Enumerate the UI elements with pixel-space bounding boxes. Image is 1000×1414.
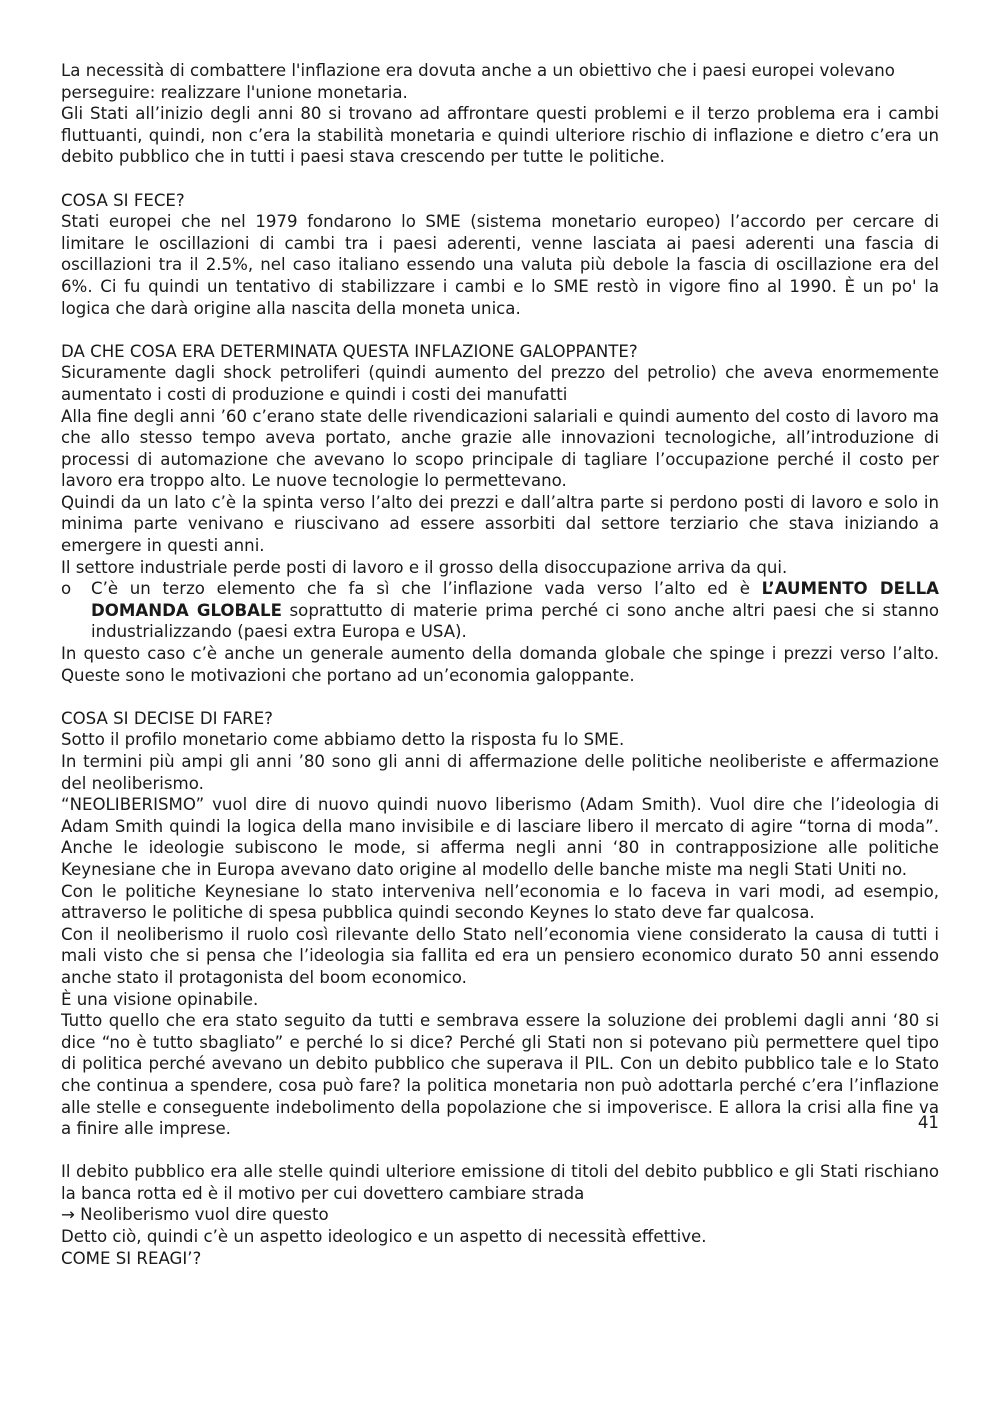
blank-line [61,319,939,341]
paragraph: Sicuramente dagli shock petroliferi (quindi aumento del prezzo del petrolio) che aveva enormemente aumentato i costi di produzione e quindi i costi dei manufatti [61,363,939,404]
paragraph: Stati europei che nel 1979 fondarono lo SME (sistema monetario europeo) l’accordo per cercare di limitare le oscillazioni di cambi tra i paesi aderenti, venne lasciata ai paesi aderenti una fascia di oscillazioni tra il 2.5%, nel caso italiano essendo una valuta più debole la fascia di oscillazione era del 6%. Ci fu quindi un tentativo di stabilizzare i cambi e lo SME restò in vigore fino al 1990. È un po' la logica che darà origine alla nascita della moneta unica. [61,212,939,318]
paragraph: Sotto il profilo monetario come abbiamo detto la risposta fu lo SME. [61,730,625,750]
paragraph: In questo caso c’è anche un generale aumento della domanda globale che spinge i prezzi verso l’alto. Queste sono le motivazioni che portano ad un’economia galoppante. [61,644,939,685]
bullet-bold-text: L’AUMENTO DELLA DOMANDA GLOBALE [91,579,939,620]
document-page [61,60,939,1269]
bullet-text: soprattutto di materie prima perché ci sono anche altri paesi che si stanno industrializzando (paesi extra Europa e USA). [91,600,939,642]
section-heading: DA CHE COSA ERA DETERMINATA QUESTA INFLAZIONE GALOPPANTE? [61,341,638,361]
paragraph: Il debito pubblico era alle stelle quindi ulteriore emissione di titoli del debito pubblico e gli Stati rischiano la banca rotta ed è il motivo per cui dovettero cambiare strada [61,1162,939,1203]
paragraph: Alla fine degli anni ’60 c’erano state delle rivendicazioni salariali e quindi aumento del costo di lavoro ma che allo stesso tempo aveva portato, anche grazie alle innovazioni tecnologiche, all’introduzione di processi di automazione che avevano lo scopo principale di tagliare l’occupazione perché il costo per lavoro era troppo alto. Le nuove tecnologie lo permettevano. [61,406,939,491]
paragraph: È una visione opinabile. [61,989,259,1009]
paragraph: Tutto quello che era stato seguito da tutti e sembrava essere la soluzione dei problemi dagli anni ‘80 si dice “no è tutto sbagliato” e perché lo si dice? Perché gli Stati non si potevano più permettere quel tipo di politica perché avevano un debito pubblico che superava il PIL. Con un debito pubblico tale e lo Stato che continua a spendere, cosa può fare? la politica monetaria non può adottarla perché c’era l’inflazione alle stelle e conseguente indebolimento della popolazione che si impoverisce. E allora la crisi alla fine va a finire alle imprese. [61,1011,939,1139]
bullet-marker: o [61,579,72,599]
paragraph: In termini più ampi gli anni ’80 sono gli anni di affermazione delle politiche neoliberiste e affermazione del neoliberismo. [61,752,939,793]
paragraph: Gli Stati all’inizio degli anni 80 si trovano ad affrontare questi problemi e il terzo problema era i cambi fluttuanti, quindi, non c’era la stabilità monetaria e quindi ulteriore rischio di inflazione e dietro c’era un debito pubblico che in tutti i paesi stava crescendo per tutte le politiche. [61,104,939,167]
paragraph: Il settore industriale perde posti di lavoro e il grosso della disoccupazione arriva da qui. [61,557,788,577]
blank-line [61,168,939,190]
paragraph: → Neoliberismo vuol dire questo [61,1205,329,1225]
paragraph: “NEOLIBERISMO” vuol dire di nuovo quindi nuovo liberismo (Adam Smith). Vuol dire che l’ideologia di Adam Smith quindi la logica della mano invisibile e di lasciare libero il mercato di agire “torna di moda”. Anche le ideologie subiscono le mode, si afferma negli anni ‘80 in contrapposizione alle politiche Keynesiane che in Europa avevano dato origine al modello delle banche miste ma negli Stati Uniti no. [61,795,939,879]
section-heading: COSA SI DECISE DI FARE? [61,708,273,728]
bullet-item [61,578,939,643]
section-heading: COSA SI FECE? [61,190,185,210]
paragraph: La necessità di combattere l'inflazione era dovuta anche a un obiettivo che i paesi europei volevano perseguire: realizzare l'unione monetaria. [61,61,895,102]
paragraph: Con il neoliberismo il ruolo così rilevante dello Stato nell’economia viene considerato la causa di tutti i mali visto che si pensa che l’ideologia sia fallita ed era un pensiero economico durato 50 anni essendo anche stato il protagonista del boom economico. [61,924,939,987]
section-heading: COME SI REAGI’? [61,1248,202,1268]
blank-line [61,686,939,708]
blank-line [61,1140,939,1162]
paragraph: Con le politiche Keynesiane lo stato interveniva nell’economia e lo faceva in vari modi, ad esempio, attraverso le politiche di spesa pubblica quindi secondo Keynes lo stato deve far qualcosa. [61,881,939,923]
bullet-text: C’è un terzo elemento che fa sì che l’inflazione vada verso l’alto ed è [91,579,762,599]
paragraph: Quindi da un lato c’è la spinta verso l’alto dei prezzi e dall’altra parte si perdono posti di lavoro e solo in minima parte venivano e riuscivano ad essere assorbiti dal settore terziario che stava iniziando a emergere in questi anni. [61,492,939,556]
page-number: 41 [917,1113,939,1132]
paragraph: Detto ciò, quindi c’è un aspetto ideologico e un aspetto di necessità effettive. [61,1227,707,1247]
